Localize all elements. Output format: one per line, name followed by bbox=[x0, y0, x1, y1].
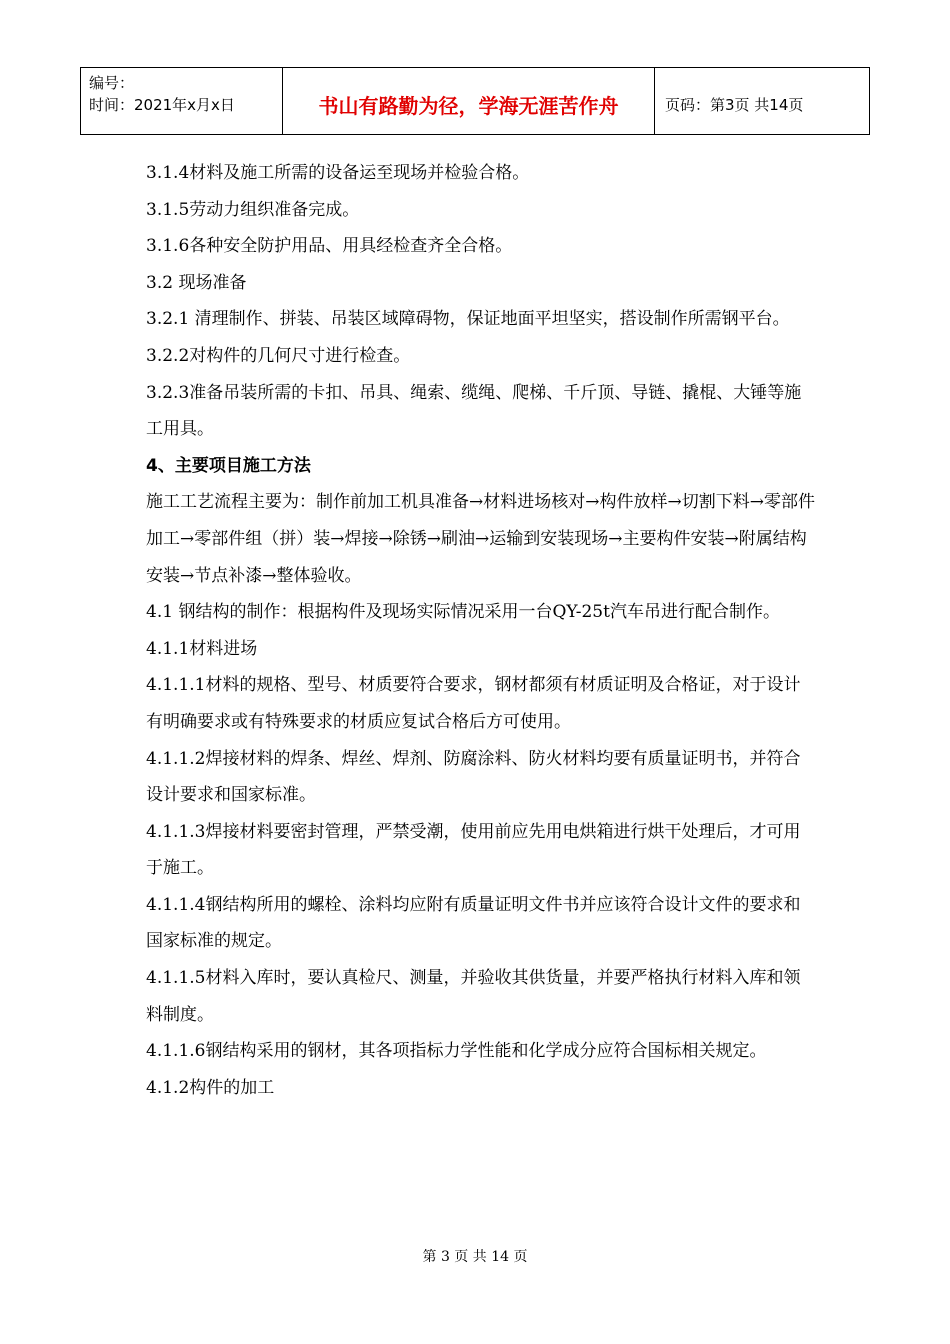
document-body bbox=[146, 155, 816, 1106]
header-motto: 书山有路勤为径，学海无涯苦作舟 bbox=[283, 68, 655, 134]
body-paragraph: 3.1.4材料及施工所需的设备运至现场并检验合格。 bbox=[146, 163, 530, 183]
body-paragraph: 4.1.1.3焊接材料要密封管理，严禁受潮，使用前应先用电烘箱进行烘干处理后，才可用于施工。 bbox=[146, 821, 801, 879]
body-paragraph: 3.2.3准备吊装所需的卡扣、吊具、绳索、缆绳、爬梯、千斤顶、导链、撬棍、大锤等施工用具。 bbox=[146, 382, 802, 440]
body-paragraph: 3.2.2对构件的几何尺寸进行检查。 bbox=[146, 345, 411, 366]
body-paragraph: 4.1.1.5材料入库时，要认真检尺、测量，并验收其供货量，并要严格执行材料入库和领料制度。 bbox=[146, 968, 801, 1025]
header-meta bbox=[81, 68, 283, 134]
document-number-label: 编号： bbox=[89, 74, 135, 92]
body-paragraph: 4.1.2构件的加工 bbox=[146, 1077, 275, 1098]
page-footer: 第 3 页 共 14 页 bbox=[422, 1249, 528, 1265]
body-paragraph: 施工工艺流程主要为：制作前加工机具准备→材料进场核对→构件放样→切割下料→零部件加工→零部件组（拼）装→焊接→除锈→刷油→运输到安装现场→主要构件安装→附属结构安装→节点补漆→整体验收。 bbox=[146, 492, 815, 586]
body-paragraph: 4.1.1材料进场 bbox=[146, 638, 258, 659]
page-header bbox=[80, 67, 870, 135]
header-page-info: 页码：第3页 共14页 bbox=[665, 95, 804, 114]
body-paragraph: 3.2 现场准备 bbox=[146, 272, 247, 293]
body-paragraph: 3.1.6各种安全防护用品、用具经检查齐全合格。 bbox=[146, 236, 513, 257]
body-paragraph: 4.1.1.1材料的规格、型号、材质要符合要求，钢材都须有材质证明及合格证，对于设计有明确要求或有特殊要求的材质应复试合格后方可使用。 bbox=[146, 675, 801, 732]
body-paragraph: 4.1.1.6钢结构采用的钢材，其各项指标力学性能和化学成分应符合国标相关规定。 bbox=[146, 1041, 767, 1062]
body-paragraph: 4.1.1.2焊接材料的焊条、焊丝、焊剂、防腐涂料、防火材料均要有质量证明书，并符合设计要求和国家标准。 bbox=[146, 748, 801, 806]
section-heading: 4、主要项目施工方法 bbox=[146, 455, 311, 476]
body-paragraph: 3.2.1 清理制作、拼装、吊装区域障碍物，保证地面平坦坚实，搭设制作所需钢平台。 bbox=[146, 309, 790, 330]
body-paragraph: 3.1.5劳动力组织准备完成。 bbox=[146, 199, 360, 220]
document-date: 时间：2021年x月x日 bbox=[89, 96, 235, 114]
body-paragraph: 4.1 钢结构的制作：根据构件及现场实际情况采用一台QY-25t汽车吊进行配合制作。 bbox=[146, 602, 780, 623]
body-paragraph: 4.1.1.4钢结构所用的螺栓、涂料均应附有质量证明文件书并应该符合设计文件的要求和国家标准的规定。 bbox=[146, 894, 801, 952]
